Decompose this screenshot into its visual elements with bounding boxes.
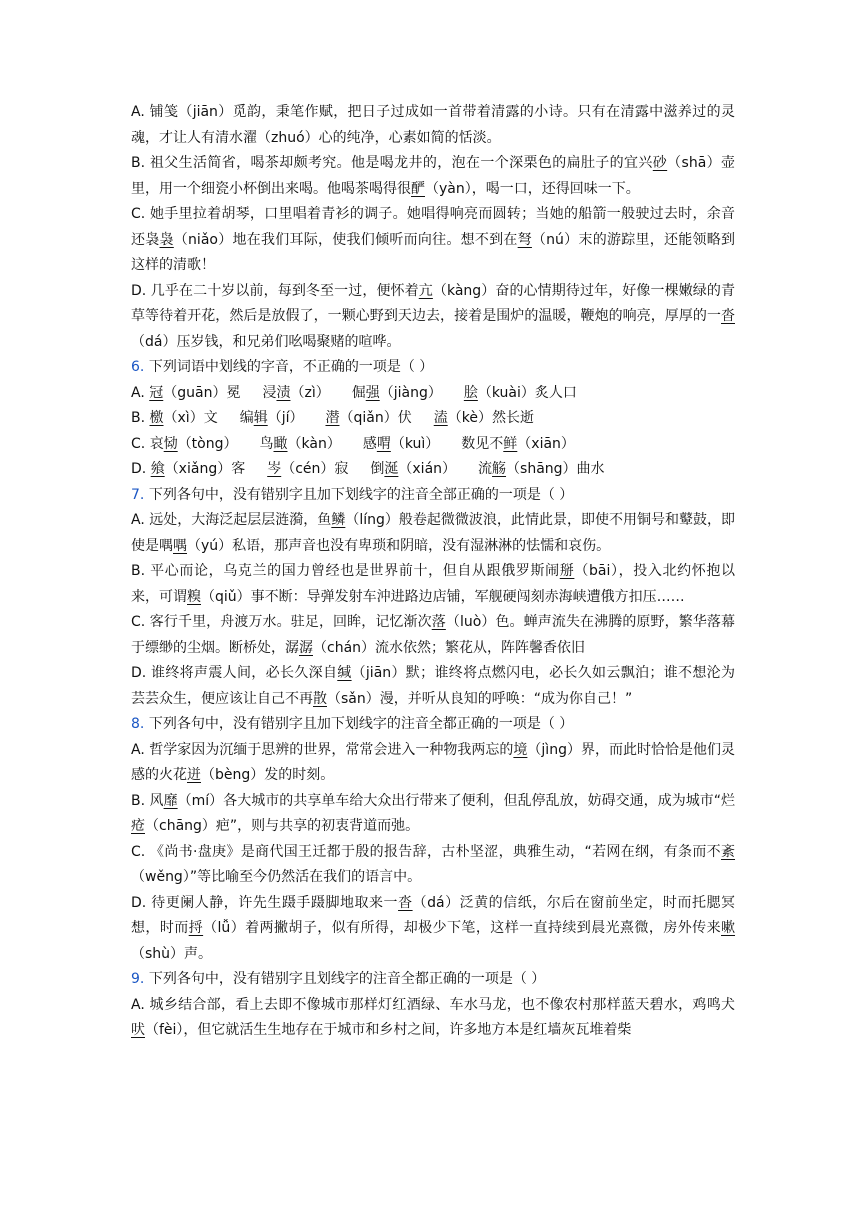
option-label: A . — [131, 742, 149, 758]
option-label: D . — [131, 665, 151, 681]
word-item — [325, 410, 411, 426]
underlined-char: 瞰 — [273, 435, 288, 452]
text-segment: 她手里拉着胡琴，口里唱着青衫的调子。她唱得响亮而圆转；当她的船箭一般驶过去时，余音还袅 — [131, 206, 736, 248]
underlined-char: 亢 — [418, 282, 433, 299]
option-label: D . — [131, 461, 151, 477]
text-segment: （kè）然长逝 — [447, 410, 534, 426]
text-segment: 流 — [478, 461, 493, 477]
text-segment: 几乎在二十岁以前，每到冬至一过，便怀着 — [150, 282, 419, 299]
underlined-char: 境 — [513, 741, 528, 758]
underlined-char: 鲜 — [503, 435, 518, 452]
word-item — [150, 410, 218, 426]
underlined-char: 散 — [313, 690, 327, 707]
option-paragraph — [131, 789, 735, 840]
option-label: C . — [131, 436, 150, 452]
text-segment: （wěng）”等比喻至今仍然活在我们的语言中。 — [131, 869, 422, 885]
option-paragraph — [131, 202, 735, 279]
text-segment: 平心而论，乌克兰的国力曾经也是世界前十，但自从跟俄罗斯闹 — [150, 563, 560, 579]
option-label: D . — [131, 895, 151, 911]
question-text: 下列各句中，没有错别字且加下划线字的注音全都正确的一项是（ ） — [148, 716, 574, 732]
option-label: C . — [131, 614, 150, 630]
word-item — [434, 410, 534, 426]
option-label: A . — [131, 385, 149, 401]
underlined-char: 脍 — [463, 384, 478, 401]
text-segment: （dá）压岁钱，和兄弟们吆喝聚赌的喧哗。 — [131, 333, 401, 350]
option-paragraph — [131, 508, 735, 559]
option-label: A . — [131, 512, 149, 528]
underlined-char: 缄 — [337, 665, 352, 681]
text-segment: （fèi），但它就活生生地存在于城市和乡村之间，许多地方本是红墙灰瓦堆着柴 — [145, 1022, 632, 1038]
option-paragraph — [131, 279, 735, 356]
text-segment: （mí）各大城市的共享单车给大众出行带来了便利，但乱停乱放，妨碍交通，成为城市“烂 — [177, 792, 736, 809]
underlined-char: 飨 — [150, 461, 165, 477]
text-segment: 编 — [239, 410, 254, 426]
option-paragraph — [131, 661, 735, 712]
text-segment: 客行千里，舟渡万水。驻足，回眸，记忆渐次 — [149, 614, 432, 630]
text-segment: （lǚ）着两撇胡子，似有所得，却极少下笔，这样一直持续到晨光熹微，房外传来 — [203, 920, 722, 936]
underlined-char: 弩 — [517, 231, 532, 248]
text-segment: （nú）末的游踪里，还能领略到这样的清歌！ — [131, 231, 736, 273]
underlined-char: 沓 — [721, 308, 735, 324]
text-segment: （cén）寂 — [281, 461, 349, 477]
underlined-char: 靡 — [163, 792, 178, 809]
text-segment: （qiǎn）伏 — [339, 410, 412, 426]
question-stem — [131, 355, 735, 381]
option-row — [131, 406, 735, 432]
text-segment: 哲学家因为沉缅于思辨的世界，常常会进入一种物我两忘的 — [149, 741, 514, 758]
word-item — [267, 461, 348, 477]
option-label: C . — [131, 206, 150, 222]
option-label: B . — [131, 793, 150, 809]
underlined-char: 渍 — [276, 384, 291, 401]
option-row — [131, 457, 735, 483]
option-paragraph — [131, 100, 735, 151]
text-segment: （guān）冕 — [163, 384, 241, 401]
option-label: B . — [131, 155, 150, 171]
text-segment: 风 — [149, 792, 164, 809]
text-segment: （jìng）界，而此时恰恰是他们灵感的火花 — [131, 741, 736, 783]
text-segment: （xiān） — [517, 435, 575, 452]
underlined-char: 岑 — [267, 461, 282, 477]
text-segment: （shāng）曲水 — [506, 461, 605, 477]
question-stem — [131, 483, 735, 509]
underlined-char: 砂 — [652, 155, 668, 171]
question-number: 6 . — [131, 359, 149, 375]
word-item — [363, 436, 439, 452]
word-item — [260, 436, 341, 452]
underlined-char: 涎 — [384, 461, 399, 477]
option-paragraph — [131, 559, 735, 610]
option-label: A . — [131, 104, 150, 120]
question-text: 下列词语中划线的字音，不正确的一项是（ ） — [148, 359, 434, 375]
underlined-char: 强 — [365, 384, 380, 401]
underlined-char: 沓 — [398, 894, 413, 911]
text-segment: （niǎo）地在我们耳际，使我们倾听而向往。想不到在 — [173, 231, 518, 248]
question-number: 7 . — [131, 487, 149, 503]
underlined-char: 捋 — [188, 920, 204, 936]
option-paragraph — [131, 610, 735, 661]
underlined-char: 溘 — [433, 410, 448, 426]
word-item — [240, 410, 304, 426]
underlined-char: 紊 — [721, 843, 736, 860]
text-segment: 倔 — [351, 384, 366, 401]
word-item — [149, 385, 240, 401]
text-segment: （dá）泛黄的信纸，尔后在窗前坐定，时而托腮冥想，时而 — [131, 894, 736, 936]
option-paragraph — [131, 151, 735, 202]
underlined-char: 迸 — [187, 767, 201, 783]
question-number: 9 . — [131, 971, 149, 987]
question-stem — [131, 967, 735, 993]
text-segment: （sǎn）漫，并听从良知的呼唤：“成为你自己！” — [327, 690, 633, 707]
question-text: 下列各句中，没有错别字且划线字的注音全都正确的一项是（ ） — [148, 971, 546, 987]
text-segment: 数见不 — [461, 435, 504, 452]
option-paragraph — [131, 840, 735, 891]
underlined-char: 嗽 — [721, 920, 736, 936]
option-paragraph — [131, 993, 735, 1044]
word-item — [461, 436, 575, 452]
underlined-char: 糗 — [187, 588, 201, 605]
question-number: 8 . — [131, 716, 149, 732]
text-segment: 浸 — [262, 384, 277, 401]
text-segment: （bāi），投入北约怀抱以来，可谓 — [131, 563, 736, 605]
option-label: C . — [131, 844, 150, 860]
text-segment: （xiǎng）客 — [164, 461, 246, 477]
underlined-char: 吠 — [131, 1022, 145, 1038]
document-content — [131, 100, 735, 1044]
text-segment: （kuì） — [390, 435, 440, 452]
underlined-char: 恸 — [163, 435, 178, 452]
underlined-char: 喟 — [376, 435, 391, 452]
underlined-char: 辑 — [253, 410, 268, 426]
text-segment: 铺笺（jiān）觅韵，秉笔作赋，把日子过成如一首带着清露的小诗。只有在清露中滋养过的灵魂，才让人有清水濯（zhuó）心的纯净，心素如简的恬淡。 — [131, 104, 735, 146]
underlined-char: 喁 — [173, 537, 187, 554]
text-segment: （jiàng） — [379, 384, 442, 401]
text-segment: （kàng）奋的心情期待过年，好像一棵嫩绿的青草等待着开花，然后是放假了，一颗心野到天边去，接着是围炉的温暖，鞭炮的响亮，厚厚的一 — [131, 282, 736, 324]
text-segment: （luò）色。蝉声流失在沸腾的原野，繁华落幕于缥缈的尘烟。断桥处，潺 — [131, 614, 736, 656]
option-paragraph — [131, 738, 735, 789]
text-segment: 倒 — [370, 461, 385, 477]
text-segment: （zì） — [290, 384, 330, 401]
underlined-char: 袅 — [159, 231, 174, 248]
text-segment: （qiǔ）事不断：导弹发射车沖进路边店铺，军舰硬闯刻赤海峡遭俄方扣压…… — [201, 588, 685, 605]
text-segment: （jiān）默；谁终将点燃闪电，必长久如云飘泊；谁不想沦为芸芸众生，便应该让自己不再 — [131, 665, 735, 707]
text-segment: （bèng）发的时刻。 — [201, 767, 335, 783]
underlined-char: 疮 — [131, 818, 145, 834]
text-segment: （kuài）炙人口 — [477, 384, 577, 401]
text-segment: （chán）流水依然；繁花从，阵阵馨香依旧 — [313, 639, 586, 656]
underlined-char: 冠 — [149, 384, 164, 401]
question-stem — [131, 712, 735, 738]
text-segment: 城乡结合部，看上去即不像城市那样灯红酒绿、车水马龙，也不像农村那样蓝天碧水，鸡鸣犬 — [149, 996, 735, 1013]
underlined-char: 掰 — [559, 563, 575, 579]
option-label: B . — [131, 410, 150, 426]
word-item — [464, 385, 577, 401]
underlined-char: 檄 — [149, 410, 164, 426]
text-segment: 待更阑人静，许先生蹑手蹑脚地取来一 — [151, 894, 399, 911]
underlined-char: 潜 — [325, 410, 340, 426]
word-item — [262, 385, 329, 401]
text-segment: （líng）般卷起微微波浪，此情此景，即使不用铜号和鼙鼓，即使是喁 — [131, 512, 736, 554]
word-item — [151, 461, 246, 477]
underlined-char: 潺 — [299, 639, 313, 656]
option-row — [131, 381, 735, 407]
text-segment: 谁终将声震人间，必长久深自 — [151, 665, 338, 681]
text-segment: 哀 — [149, 435, 164, 452]
text-segment: 祖父生活简省，喝茶却颇考究。他是喝龙井的，泡在一个深栗色的扁肚子的宜兴 — [149, 155, 653, 171]
text-segment: 鸟 — [259, 435, 274, 452]
text-segment: （kàn） — [287, 435, 341, 452]
option-paragraph — [131, 891, 735, 968]
word-item — [478, 461, 605, 477]
option-label: B . — [131, 563, 150, 579]
underlined-char: 鳞 — [331, 512, 346, 528]
underlined-char: 觞 — [492, 461, 507, 477]
word-item — [370, 461, 456, 477]
text-segment: （xì）文 — [163, 410, 218, 426]
word-item — [150, 436, 238, 452]
text-segment: 感 — [362, 435, 377, 452]
option-label: D . — [131, 283, 151, 299]
text-segment: （shù）声。 — [131, 945, 213, 962]
text-segment: （shā）壶里，用一个细瓷小杯倒出来喝。他喝茶喝得很 — [131, 155, 736, 197]
text-segment: （yàn），喝一口，还得回味一下。 — [425, 180, 640, 197]
text-segment: （xián） — [398, 461, 457, 477]
option-label: A . — [131, 997, 150, 1013]
text-segment: （chāng）疤”，则与共享的初衷背道而弛。 — [145, 818, 420, 834]
underlined-char: 落 — [431, 614, 446, 630]
text-segment: 远处，大海泛起层层涟漪，鱼 — [149, 512, 332, 528]
underlined-char: 酽 — [411, 180, 425, 197]
text-segment: （tòng） — [177, 435, 238, 452]
text-segment: （yú）私语，那声音也没有卑琐和阴暗，没有湿淋淋的怯懦和哀伤。 — [187, 537, 611, 554]
option-row — [131, 432, 735, 458]
text-segment: （jí） — [267, 410, 304, 426]
question-text: 下列各句中，没有错别字且加下划线字的注音全部正确的一项是（ ） — [148, 486, 574, 503]
text-segment: 《尚书·盘庚》是商代国王迁都于殷的报告辞，古朴坚涩，典雅生动，“若网在纲，有条而不 — [150, 843, 722, 860]
word-item — [352, 385, 442, 401]
